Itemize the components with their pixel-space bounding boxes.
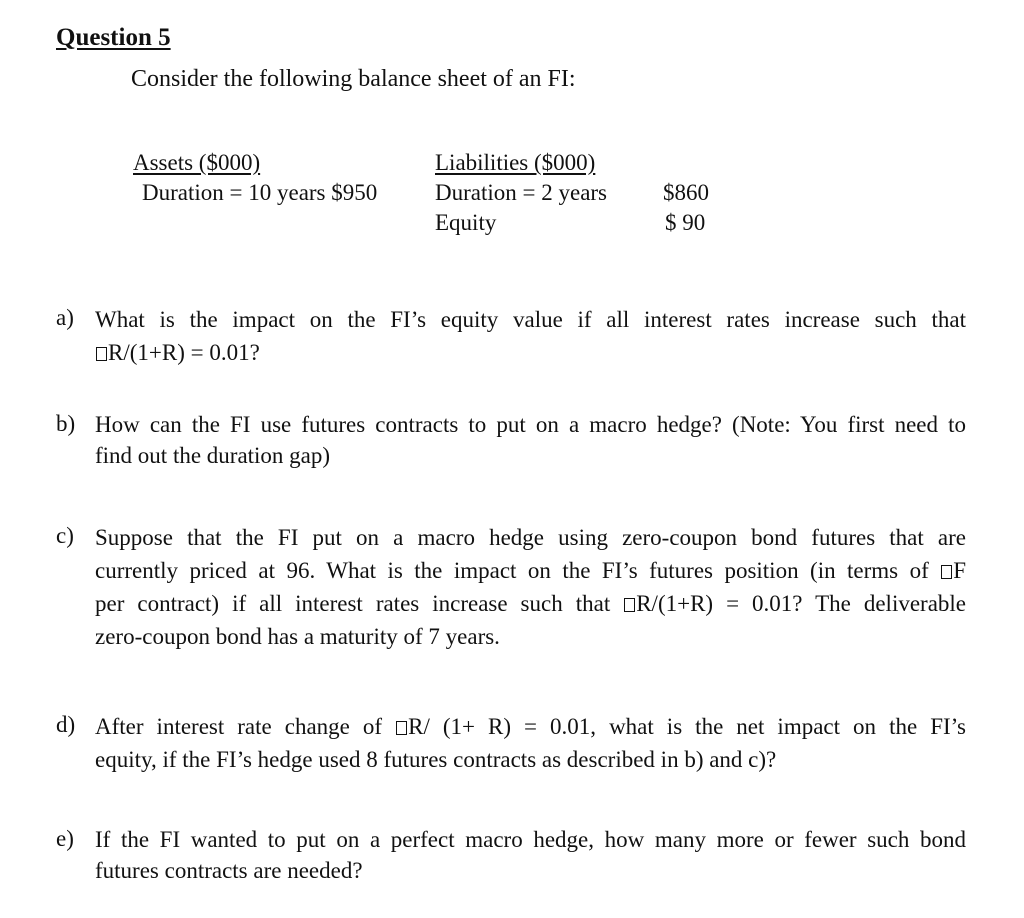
question-c-line-2-pre: currently priced at 96. What is the impact on the FI’s futures position (in terms of	[95, 558, 941, 583]
equity-value: $ 90	[665, 210, 706, 235]
missing-glyph-icon	[624, 598, 635, 612]
question-a-text	[95, 303, 966, 369]
question-c-line-4: zero-coupon bond has a maturity of 7 years.	[95, 624, 500, 649]
liabilities-value: $860	[663, 180, 709, 205]
question-b-line-2: find out the duration gap)	[95, 443, 331, 468]
missing-glyph-icon	[941, 565, 952, 579]
question-title: Question 5	[56, 24, 171, 51]
question-e-line-1: If the FI wanted to put on a perfect macro hedge, how many more or fewer such bond	[95, 827, 966, 852]
question-e-text	[95, 824, 966, 886]
question-a-line-2-text: R/(1+R) = 0.01?	[108, 340, 260, 365]
liabilities-duration-label: Duration = 2 years	[435, 180, 608, 205]
missing-glyph-icon	[96, 347, 107, 361]
question-d-line-1	[95, 710, 966, 743]
question-c-line-3-post: R/(1+R) = 0.01? The deliverable	[636, 591, 967, 616]
question-c-line-2	[95, 554, 966, 587]
question-a-line-1: What is the impact on the FI’s equity value if all interest rates increase such that	[95, 307, 966, 332]
question-c-line-2-post: F	[953, 558, 966, 583]
question-c-label: c)	[56, 523, 74, 548]
question-d-line-2: equity, if the FI’s hedge used 8 futures contracts as described in b) and c)?	[95, 747, 777, 772]
intro-text: Consider the following balance sheet of an FI:	[131, 66, 576, 92]
question-a-line-2	[95, 336, 966, 369]
question-e-label: e)	[56, 826, 74, 851]
question-c-line-3-pre: per contract) if all interest rates increase such that	[95, 591, 624, 616]
equity-label: Equity	[435, 210, 497, 235]
question-e-line-2: futures contracts are needed?	[95, 858, 363, 883]
question-b-text	[95, 409, 966, 471]
question-c-line-3	[95, 587, 966, 620]
missing-glyph-icon	[396, 721, 407, 735]
question-b-label: b)	[56, 411, 76, 436]
question-d-text	[95, 710, 966, 776]
question-b-line-1: How can the FI use futures contracts to put on a macro hedge? (Note: You first need to	[95, 412, 966, 437]
question-c-text	[95, 521, 966, 653]
question-d-line-1-post: R/ (1+ R) = 0.01, what is the net impact on the FI’s	[408, 714, 966, 739]
liabilities-header: Liabilities ($000)	[435, 150, 596, 175]
question-a-label: a)	[56, 305, 74, 330]
question-d-label: d)	[56, 712, 76, 737]
assets-duration-row: Duration = 10 years $950	[142, 180, 378, 205]
assets-header: Assets ($000)	[133, 150, 261, 175]
question-d-line-1-pre: After interest rate change of	[95, 714, 396, 739]
question-c-line-1: Suppose that the FI put on a macro hedge using zero-coupon bond futures that are	[95, 525, 966, 550]
